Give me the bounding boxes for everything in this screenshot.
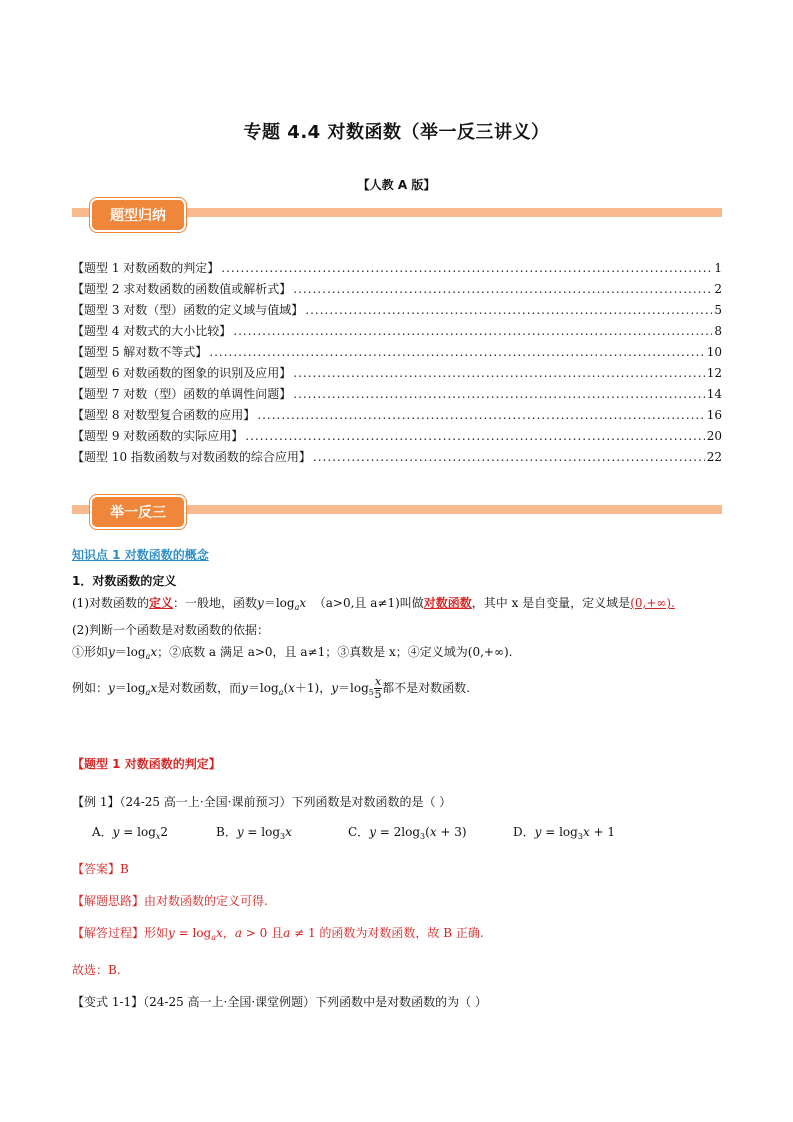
toc-item[interactable]: 【题型 1 对数函数的判定】 ..... 1 — [72, 258, 722, 279]
knowledge-point-title: 知识点 1 对数函数的概念 — [72, 548, 209, 562]
answer-line: 【答案】B — [72, 862, 129, 876]
toc-item[interactable]: 【题型 10 指数函数与对数函数的综合应用】 ..... 22 — [72, 447, 722, 468]
variant-question: 【变式 1-1】（24-25 高一上·全国·课堂例题）下列函数中是对数函数的为（ ） — [72, 995, 487, 1009]
option-d[interactable]: D．y = log3x + 1 — [513, 825, 616, 841]
answer-options — [72, 820, 722, 849]
section-banner-types — [72, 198, 722, 230]
solution-process: 【解答过程】形如$y = \log_ax$，a > 0 且a ≠ 1 的函数为对数函数，故 B 正确. — [72, 926, 484, 942]
toc-item[interactable]: 【题型 6 对数函数的图象的识别及应用】 ..... 12 — [72, 363, 722, 384]
banner-tab: 举一反三 — [90, 495, 186, 529]
example-question: 【例 1】（24-25 高一上·全国·课前预习）下列函数是对数函数的是（ ） — [72, 795, 452, 809]
solution-idea: 【解题思路】由对数函数的定义可得. — [72, 894, 268, 908]
section-banner-examples — [72, 495, 722, 527]
question-section — [72, 752, 722, 1014]
toc-item[interactable]: 【题型 4 对数式的大小比较】 ..... 8 — [72, 321, 722, 342]
toc-item[interactable]: 【题型 8 对数型复合函数的应用】 ..... 16 — [72, 405, 722, 426]
toc-item[interactable]: 【题型 5 解对数不等式】 ..... 10 — [72, 342, 722, 363]
example-paragraph: 例如：$y=\log_ax$是对数函数，而$y=\log_a(x+1)$，$y=\log_5$ $\frac{x}{5}$ 都不是对数函数. — [72, 675, 470, 701]
toc-item[interactable]: 【题型 7 对数（型）函数的单调性问题】 ..... 14 — [72, 384, 722, 405]
toc-item[interactable]: 【题型 3 对数（型）函数的定义域与值域】 ..... 5 — [72, 300, 722, 321]
section-heading: 1．对数函数的定义 — [72, 574, 177, 588]
toc-item[interactable]: 【题型 9 对数函数的实际应用】 ..... 20 — [72, 426, 722, 447]
banner-tab: 题型归纳 — [90, 198, 186, 232]
criteria-heading: (2)判断一个函数是对数函数的依据： — [72, 623, 269, 637]
table-of-contents — [72, 258, 722, 468]
page-title: 专题 4.4 对数函数（举一反三讲义） — [243, 122, 550, 143]
criteria-list: ①形如$y=\log_ax$；②底数 a 满足 a>0，且 a≠1；③真数是 x；④定义域为(0,+∞). — [72, 645, 513, 661]
option-b[interactable]: B．y = log3x — [216, 825, 292, 841]
final-choice: 故选：B. — [72, 963, 121, 977]
option-a[interactable]: A．y = logx2 — [92, 825, 169, 841]
question-type-heading: 【题型 1 对数函数的判定】 — [72, 757, 221, 771]
knowledge-section — [72, 544, 722, 704]
edition-label: 【人教 A 版】 — [357, 178, 436, 192]
option-c[interactable]: C．y = 2log3(x + 3) — [348, 825, 467, 841]
definition-paragraph: (1)对数函数的定义：一般地，函数$y=\log_ax$ （a>0,且 a≠1)叫做对数函数，其中 x 是自变量，定义域是(0,+∞). — [72, 596, 675, 612]
toc-item[interactable]: 【题型 2 求对数函数的函数值或解析式】 ..... 2 — [72, 279, 722, 300]
